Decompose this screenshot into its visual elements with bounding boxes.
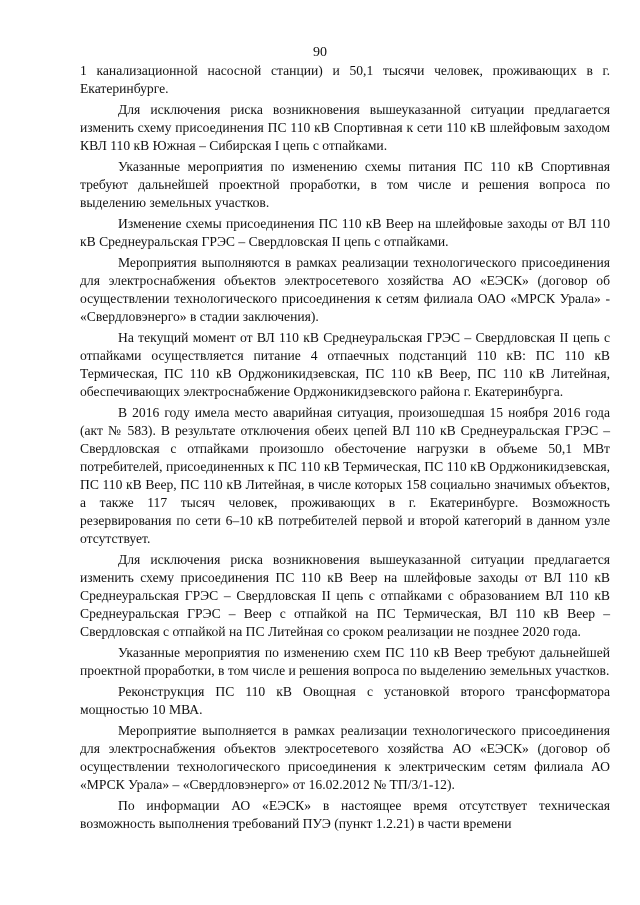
paragraph-6: На текущий момент от ВЛ 110 кВ Среднеуральская ГРЭС – Свердловская II цепь с отпайками осуществляется питание 4 отпаечных подстанций 110 кВ: ПС 110 кВ Термическая, ПС 110 кВ Орджоникидзевская, ПС 110 кВ Веер, ПС 110 кВ Литейная, обеспечивающих электроснабжение Орджоникидзевского района г. Екатеринбурга. bbox=[80, 330, 610, 399]
paragraph-4: Изменение схемы присоединения ПС 110 кВ Веер на шлейфовые заходы от ВЛ 110 кВ Среднеуральская ГРЭС – Свердловская II цепь с отпайками. bbox=[80, 216, 610, 249]
paragraph-1: 1 канализационной насосной станции) и 50,1 тысячи человек, проживающих в г. Екатеринбурге. bbox=[80, 63, 610, 96]
paragraph-9: Указанные мероприятия по изменению схем ПС 110 кВ Веер требуют дальнейшей проектной проработки, в том числе и решения вопроса по выделению земельных участков. bbox=[80, 645, 610, 678]
paragraph-11: Мероприятие выполняется в рамках реализации технологического присоединения для электроснабжения объектов электросетевого хозяйства АО «ЕЭСК» (договор об осуществлении технологического присоединения к электрическим сетям филиала АО «МРСК Урала» – «Свердловэнерго» от 16.02.2012 № ТП/3/1-12). bbox=[80, 723, 610, 792]
paragraph-5: Мероприятия выполняются в рамках реализации технологического присоединения для электроснабжения объектов электросетевого хозяйства АО «ЕЭСК» (договор об осуществлении технологического присоединения к сетям филиала ОАО «МРСК Урала» - «Свердловэнерго» в стадии заключения). bbox=[80, 255, 610, 324]
paragraph-3: Указанные мероприятия по изменению схемы питания ПС 110 кВ Спортивная требуют дальнейшей проектной проработки, в том числе и решения вопроса по выделению земельных участков. bbox=[80, 159, 610, 210]
paragraph-8: Для исключения риска возникновения вышеуказанной ситуации предлагается изменить схему присоединения ПС 110 кВ Веер на шлейфовые заходы от ВЛ 110 кВ Среднеуральская ГРЭС – Свердловская II цепь с отпайками с образованием ВЛ 110 кВ Среднеуральская ГРЭС – Веер с отпайкой на ПС Термическая, ВЛ 110 кВ Веер – Свердловская с отпайкой на ПС Литейная со сроком реализации не позднее 2020 года. bbox=[80, 552, 610, 639]
page-body bbox=[80, 62, 610, 836]
page-number: 90 bbox=[313, 45, 327, 60]
paragraph-7: В 2016 году имела место аварийная ситуация, произошедшая 15 ноября 2016 года (акт № 583). В результате отключения обеих цепей ВЛ 110 кВ Среднеуральская ГРЭС – Свердловская с отпайками произошло обесточение нагрузки в объеме 50,1 МВт потребителей, присоединенных к ПС 110 кВ Термическая, ПС 110 кВ Орджоникидзевская, ПС 110 кВ Веер, ПС 110 кВ Литейная, в числе которых 158 социально значимых объектов, а также 117 тысяч человек, проживающих в г. Екатеринбурге. Возможность резервирования по сети 6–10 кВ потребителей первой и второй категорий в данном узле отсутствует. bbox=[80, 405, 610, 546]
paragraph-12: По информации АО «ЕЭСК» в настоящее время отсутствует техническая возможность выполнения требований ПУЭ (пункт 1.2.21) в части времени bbox=[80, 798, 610, 831]
paragraph-10: Реконструкция ПС 110 кВ Овощная с установкой второго трансформатора мощностью 10 МВА. bbox=[80, 684, 610, 717]
paragraph-2: Для исключения риска возникновения вышеуказанной ситуации предлагается изменить схему присоединения ПС 110 кВ Спортивная к сети 110 кВ шлейфовым заходом КВЛ 110 кВ Южная – Сибирская I цепь с отпайками. bbox=[80, 102, 610, 153]
